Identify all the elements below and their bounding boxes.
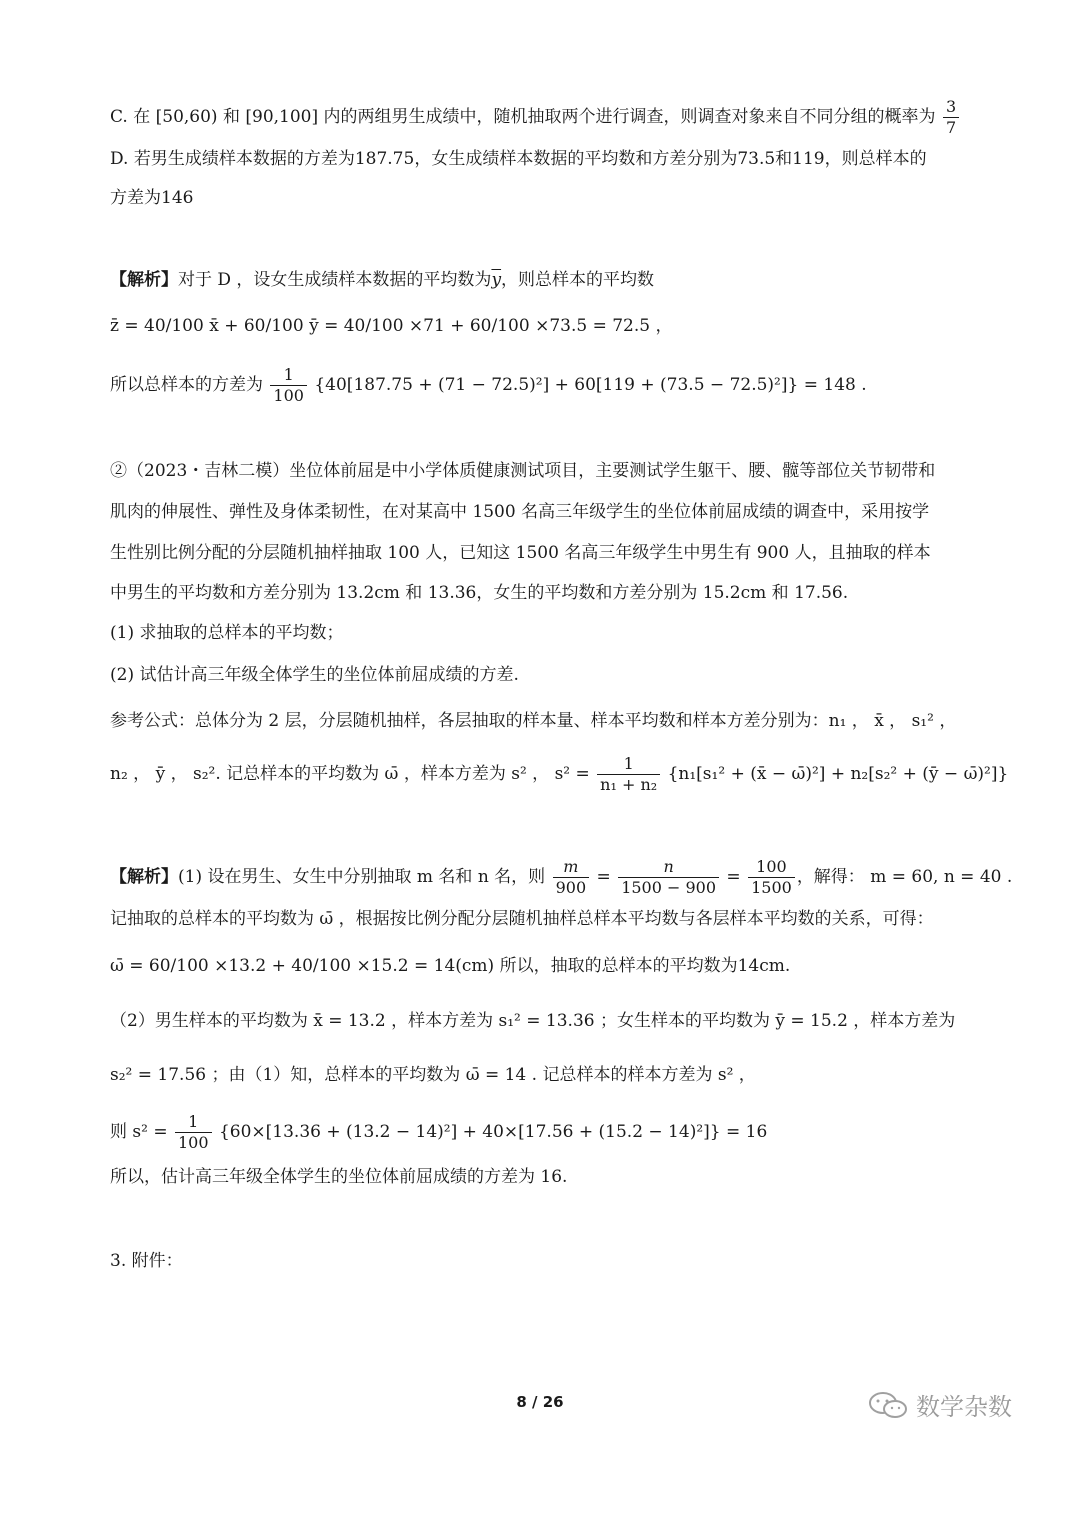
reference-formula-line1: 参考公式：总体分为 2 层，分层随机抽样，各层抽取的样本量、样本平均数和样本方差分别为：n₁ ， x̄ ， s₁² ， [110, 711, 957, 731]
solution-line1: 【解析】(1) 设在男生、女生中分别抽取 m 名和 n 名，则 $\frac{m}{900}$ = $\frac{n}{1500 - 900}$ = $\frac{100}{1500}$ ，解得： m = 60, n = 40 . [110, 857, 1013, 897]
variance-fraction: $\frac{1}{\text{n₁ + n₂}}$ [597, 754, 660, 795]
reference-formula-line2: n₂ ， ȳ ， s₂². 记总样本的平均数为 ω̄ ，样本方差为 s² ， s² = $\frac{1}{\text{n₁ + n₂}}$ {n₁[s₁² + (x̄ − ω̄)²] + n₂[s₂² + (ȳ − ω̄)²]} [110, 754, 1009, 794]
watermark-text: 数学杂数 [916, 1393, 1012, 1421]
question-2-line2: 肌肉的伸展性、弹性及身体柔韧性，在对某高中 1500 名高三年级学生的坐位体前屈成绩的调查中，采用按学 [110, 502, 930, 522]
option-c [110, 97, 961, 138]
analysis-1-line1: 【解析】对于 D ，设女生成绩样本数据的平均数为$\overline{y}$，则总样本的平均数 [110, 270, 655, 290]
question-2-part1: (1) 求抽取的总样本的平均数； [110, 623, 344, 643]
solution-line5: s₂² = 17.56 ；由（1）知，总样本的平均数为 ω̄ = 14 . 记总样本的样本方差为 s² ， [110, 1065, 756, 1085]
solution-line2: 记抽取的总样本的平均数为 ω̄ ，根据按比例分配分层随机抽样总样本平均数与各层样本平均数的关系，可得： [110, 909, 934, 929]
interval-50-60: [50,60) [155, 107, 218, 127]
analysis-tag: 【解析】 [110, 270, 178, 290]
page-number: 8 / 26 [516, 1393, 564, 1411]
question-2-line3: 生性别比例分配的分层随机抽样抽取 100 人，已知这 1500 名高三年级学生中男生有 900 人，且抽取的样本 [110, 543, 931, 563]
analysis-1-variance: 所以总样本的方差为 $\frac{1}{100}$ {40[187.75 + (71 − 72.5)²] + 60[119 + (73.5 − 72.5)²]} = 148 . [110, 365, 867, 405]
option-d-line2: 方差为146 [110, 188, 194, 208]
question-2-line4: 中男生的平均数和方差分别为 13.2cm 和 13.36，女生的平均数和方差分别为 15.2cm 和 17.56. [110, 583, 849, 603]
solution-tag: 【解析】 [110, 867, 178, 887]
prob-fraction: $\frac{3}{7}$ [943, 97, 959, 138]
solution-conclusion: 所以，估计高三年级全体学生的坐位体前屈成绩的方差为 16. [110, 1167, 568, 1187]
watermark [868, 1387, 1012, 1422]
solution-line4: （2）男生样本的平均数为 x̄ = 13.2 ，样本方差为 s₁² = 13.36 ；女生样本的平均数为 ȳ = 15.2 ，样本方差为 [110, 1011, 956, 1031]
option-c-rest: 内的两组男生成绩中，随机抽取两个进行调查，则调查对象来自不同分组的概率为 [323, 107, 936, 127]
solution-line3: ω̄ = 60/100 ×13.2 + 40/100 ×15.2 = 14(cm) 所以，抽取的总样本的平均数为14cm. [110, 956, 791, 976]
one-over-100: $\frac{1}{100}$ [270, 365, 307, 406]
wechat-icon [868, 1391, 908, 1419]
option-c-and: 和 [222, 107, 240, 127]
attachment-heading: 3. 附件： [110, 1251, 183, 1271]
solution-line6: 则 s² = $\frac{1}{100}$ {60×[13.36 + (13.2 − 14)²] + 40×[17.56 + (15.2 − 14)²]} = 16 [110, 1112, 768, 1152]
option-d-line1: D. 若男生成绩样本数据的方差为187.75，女生成绩样本数据的平均数和方差分别为73.5和119，则总样本的 [110, 149, 927, 169]
analysis-1-formula: z̄ = 40/100 x̄ + 60/100 ȳ = 40/100 ×71 + 60/100 ×73.5 = 72.5 ， [110, 316, 673, 336]
option-c-text: C. 在 [110, 107, 151, 127]
interval-90-100: [90,100] [245, 107, 319, 127]
question-2-part2: (2) 试估计高三年级全体学生的坐位体前屈成绩的方差. [110, 665, 519, 685]
question-2-line1: ②（2023・吉林二模）坐位体前屈是中小学体质健康测试项目，主要测试学生躯干、腰、髋等部位关节韧带和 [110, 461, 936, 481]
